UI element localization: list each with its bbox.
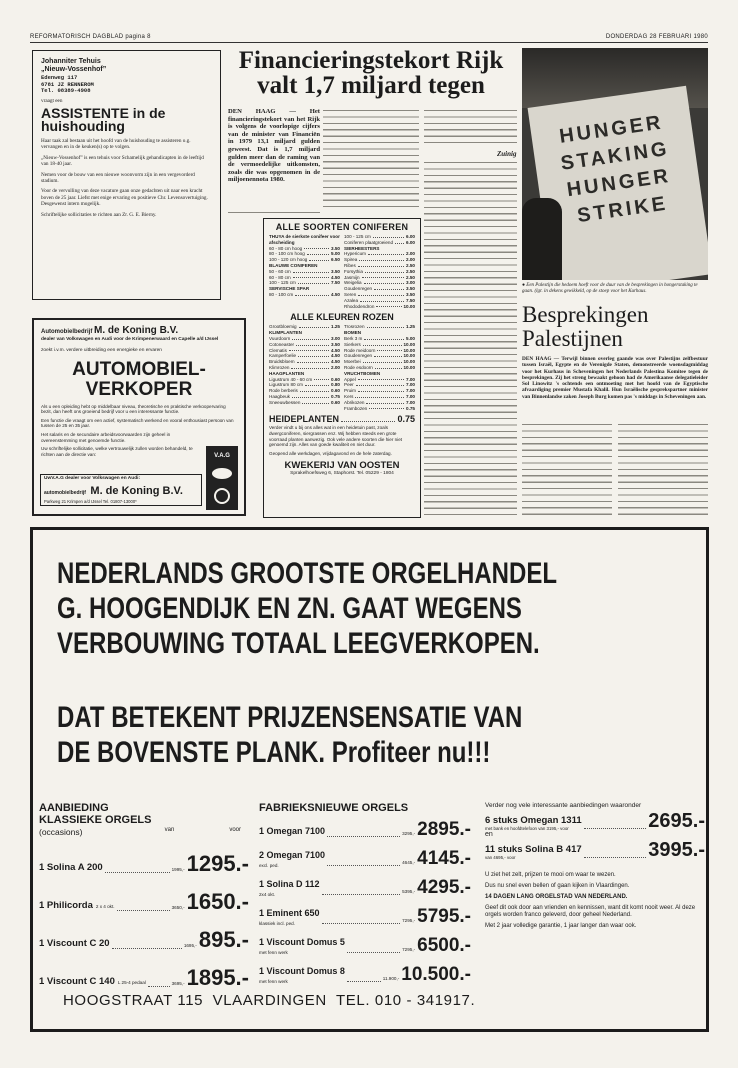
- dot-leader: [363, 342, 402, 346]
- col1-sub-row: (occasions) van voor: [39, 827, 241, 837]
- price-item-price: 10.00: [403, 359, 415, 365]
- price-item-price: 3.50: [331, 341, 340, 347]
- price-item-name: VRUCHTBOMEN: [344, 370, 381, 376]
- price-item-price: 2.00: [331, 364, 340, 370]
- price-item-price: 5.00: [406, 335, 415, 341]
- orgel-item-old-price: 3695,-: [171, 981, 185, 986]
- price-item-price: 7.50: [331, 280, 340, 286]
- dot-leader: [148, 986, 170, 987]
- article-headline: Financieringstekort Rijk valt 1,7 miljard tegen: [238, 47, 504, 99]
- dot-leader: [375, 365, 402, 369]
- dot-leader: [364, 336, 404, 340]
- dot-leader: [105, 872, 170, 873]
- orgel-item-price: 1650.-: [186, 889, 249, 914]
- photo-caption: ● Een Palestijn die hedoem hoeft voor de duur van de besprekingen in hongerstaking te gaan. (lgr. in dekens gewikkeld, op de stoep voor het Kurhaus.: [522, 283, 698, 294]
- dot-leader: [359, 257, 404, 261]
- price-item-price: 7.00: [406, 376, 415, 382]
- price-item-name: Sierkers: [344, 341, 361, 347]
- dot-leader: [358, 388, 404, 392]
- dot-leader: [360, 298, 404, 302]
- orgel-item-name: 1 Viscount Domus 8: [259, 966, 345, 976]
- col3-item: [485, 840, 705, 860]
- orgel-item-price: 2895.-: [417, 819, 471, 840]
- orgel-col3: [485, 802, 705, 930]
- orgel-item-note: 2 x 4 okt.: [95, 904, 115, 909]
- dot-leader: [117, 910, 170, 911]
- col1-items: [39, 853, 249, 989]
- price-item-name: Rode meidoorn: [344, 347, 376, 353]
- dot-leader: [358, 263, 404, 267]
- vw-logo-icon: [214, 488, 230, 504]
- price-item-name: Appel: [344, 376, 356, 382]
- price-item-name: Grootbloemig: [269, 324, 297, 330]
- heideplanten-row: HEIDEPLANTEN 0.75: [269, 414, 415, 425]
- price-item-price: 7.00: [406, 382, 415, 388]
- price-item-name: 80 - 100 cm: [269, 291, 294, 297]
- orgel-item: [39, 929, 249, 951]
- tehuis-ask: vraagt een: [41, 97, 63, 104]
- heideplanten-text2: Geopend alle werkdagen, vrijdagavond en de hele zaterdag.: [269, 450, 392, 456]
- col3-t1: U ziet het zelt, prijzen te mooi om waar te wezen.: [485, 872, 616, 878]
- coniferen-title: ALLE SOORTEN CONIFEREN: [275, 222, 409, 232]
- orgel-item: [39, 891, 249, 913]
- price-item-name: Weigelia: [344, 280, 362, 286]
- orgel-item: [39, 853, 249, 875]
- orgel-item-price: 1295.-: [186, 851, 249, 876]
- price-item-price: 4.50: [331, 274, 340, 280]
- price-row: [269, 234, 340, 246]
- palestijnen-text-col2: [618, 422, 708, 520]
- dot-leader: [298, 353, 329, 357]
- price-item-price: 10.00: [403, 303, 415, 309]
- price-item-name: Klimrozen: [269, 364, 290, 370]
- orgel-item: [259, 874, 471, 897]
- price-item-price: 3.50: [331, 245, 340, 251]
- col3-t3: 14 DAGEN LANG ORGELSTAD VAN NEDERLAND.: [485, 894, 628, 900]
- dot-leader: [377, 348, 401, 352]
- orgel-item-price: 895.-: [198, 927, 249, 952]
- price-item-name: Peer: [344, 382, 354, 388]
- price-item-price: 0.75: [331, 393, 340, 399]
- price-item-name: 60 - 80 cm: [269, 274, 291, 280]
- price-item-name: Ligustrum 80 cm: [269, 382, 303, 388]
- dot-leader: [307, 251, 329, 255]
- col1-title2: KLASSIEKE ORGELS: [39, 814, 152, 826]
- price-item-name: Seren: [344, 291, 357, 297]
- price-item-name: BLAUWE CONIFEREN: [269, 262, 318, 268]
- dot-leader: [309, 257, 329, 261]
- orgel-item-note: excl. ped.: [259, 863, 279, 868]
- dot-leader: [322, 923, 401, 924]
- dot-leader: [365, 269, 404, 273]
- photo-figure: [522, 198, 562, 280]
- tehuis-address: Edenweg 117 6781 JZ RENNEROM Tel. 08389-4908: [41, 74, 94, 94]
- coniferen-col2: [344, 234, 415, 309]
- price-item-price: 6.00: [406, 234, 415, 239]
- price-item-name: Vuurdoorn: [269, 335, 291, 341]
- orgel-item-note: met fenn werk: [259, 950, 288, 955]
- price-item-price: 2.50: [406, 274, 415, 280]
- price-item-name: 80 - 100 cm hoog: [269, 251, 305, 257]
- koning-bottom-address: Parkweg 21 Krimpen a/d IJssel Tel. 01807-13000*: [44, 499, 137, 504]
- orgel-item: [259, 903, 471, 926]
- orgel-item-price: 6500.-: [417, 935, 471, 956]
- orgel-item: [259, 961, 471, 984]
- palestijnen-text-col1: [522, 422, 612, 520]
- header-rule: [30, 42, 708, 43]
- price-item-name: Rode berberis: [269, 388, 298, 394]
- price-item-price: 3.50: [406, 291, 415, 297]
- dot-leader: [358, 377, 404, 381]
- dot-leader: [369, 406, 404, 410]
- price-item-price: 0.60: [331, 388, 340, 394]
- koning-dealer: dealer van Volkswagen en Audi voor de Krimpenerwaard en Capelle a/d IJssel: [41, 337, 219, 342]
- audi-logo-icon: [212, 468, 232, 479]
- dot-leader: [395, 240, 404, 244]
- koning-p4: Uw schriftelijke sollicitatie, welke vertrouwelijk zullen worden behandeld, te richten aan de directie van:: [41, 446, 193, 457]
- orgel-item: [259, 820, 471, 839]
- price-item-name: Sneeuwbessen: [269, 399, 301, 405]
- price-item-name: Frambozen: [344, 405, 368, 411]
- price-item-price: 1.25: [406, 324, 415, 330]
- col3-item-note: van 4695,- voor: [485, 855, 516, 860]
- dot-leader: [327, 836, 400, 837]
- orgel-item-price: 4145.-: [417, 848, 471, 869]
- tehuis-name: Johanniter Tehuis „Nieuw-Vossenhof”: [41, 58, 107, 73]
- koning-p1: Als u een opleiding hebt op middelbaar niveau, theoretische en praktische verkoopervaring bezit, dan heeft ons groeiend bedrijf voor u een interessante functie.: [41, 403, 226, 415]
- koning-p2: Een functie die vraagt om een actief, systematisch werkend en vooral enthousiast persoon van tussen de 25 en 35 jaar.: [41, 417, 234, 429]
- col3-item-price: 2695.-: [648, 810, 705, 832]
- tehuis-p1: Haar taak zal bestaan uit het hoofd van de huishouding te assisteren o.g. vervangen en in de keuken(s) op te volgen.: [41, 137, 191, 151]
- price-item-name: Coniferen plaatgroeiend: [344, 239, 394, 245]
- article-text-col3a: [424, 108, 517, 148]
- koning-ad: [32, 318, 246, 516]
- rozen-col2: [344, 324, 415, 411]
- tehuis-p4: Voor de vervulling van deze vacature gaan onze gedachten uit naar een kracht boven de 25 jaar. Liefst met enige ervaring en positieve Chr. Levensovertuiging. Desgewenst intern mogelijk.: [41, 188, 208, 208]
- dot-leader: [374, 353, 401, 357]
- dot-leader: [347, 981, 381, 982]
- orgel-item-note: 2x4 okt.: [259, 892, 276, 897]
- dot-leader: [300, 388, 329, 392]
- dot-leader: [292, 394, 329, 398]
- dot-leader: [363, 359, 402, 363]
- kwekerij-name: KWEKERIJ VAN OOSTEN: [284, 460, 400, 472]
- koning-p3: Het salaris en de secundaire arbeidsvoorwaarden zijn geheel in overeenstemming met genoemde functie.: [41, 431, 171, 443]
- orgel-item-name: 1 Viscount Domus 5: [259, 937, 345, 947]
- price-item-price: 0.75: [406, 405, 415, 411]
- dot-leader: [374, 286, 404, 290]
- coniferen-col1: [269, 234, 340, 309]
- dot-leader: [291, 365, 329, 369]
- price-item-name: 100 - 125 cm: [344, 234, 371, 239]
- article-lead: DEN HAAG — Het financieringstekort van het Rijk is volgens de voorlopige cijfers van de minister van Financiën in 1979 13,1 miljard gulden geweest. Dat is 1,7 miljard gulden meer dan de raming van de vermoedelijke uitkomsten, zoals die was opgenomen in de miljoenennota 1980.: [228, 108, 320, 184]
- price-item-price: 7.50: [406, 297, 415, 303]
- price-item-name: SIERHEESTERS: [344, 245, 380, 251]
- price-item-name: SERVISCHE SPAR: [269, 286, 310, 292]
- price-row: [344, 304, 415, 310]
- price-item-name: Kamperfoelie: [269, 353, 297, 359]
- price-item-name: Goudenregen: [344, 353, 373, 359]
- orgel-item-old-price: 7295,-: [402, 918, 416, 923]
- sign-line4: STRIKE: [575, 192, 670, 228]
- kwekerij-ad: [263, 218, 421, 518]
- col3-t5: Met 2 jaar volledige garantie, 1 jaar langer dan waar ook.: [485, 923, 637, 929]
- orgel-item-name: 1 Philicorda: [39, 900, 93, 911]
- dot-leader: [292, 336, 329, 340]
- page-header-left: REFORMATORISCH DAGBLAD pagina 8: [30, 34, 151, 40]
- price-item-price: 4.50: [331, 291, 340, 297]
- price-item-price: 0.80: [331, 382, 340, 388]
- koning-title: AUTOMOBIEL-VERKOPER: [72, 358, 206, 400]
- dot-leader: [289, 348, 329, 352]
- price-item-name: Goudenregen: [344, 286, 373, 292]
- price-item-name: Ribes: [344, 262, 356, 268]
- orgel-item-old-price: 3650,-: [171, 905, 185, 910]
- vag-logo-block: [206, 446, 238, 510]
- price-item-name: Hypericum: [344, 251, 366, 257]
- sign-line1: HUNGER: [558, 111, 665, 148]
- price-item-price: 4.50: [331, 347, 340, 353]
- price-item-price: 0.60: [331, 376, 340, 382]
- price-item-name: Azalea: [344, 297, 359, 303]
- col3-t2: Dus nu snel even bellen of gaan kijken in Vlaardingen.: [485, 883, 630, 889]
- col3-en: en: [485, 831, 493, 838]
- dot-leader: [347, 952, 400, 953]
- orgel-col1: [39, 802, 249, 989]
- price-item-price: 2.00: [406, 251, 415, 257]
- orgel-item: [39, 967, 249, 989]
- price-item-name: Bruidsbloem: [269, 359, 295, 365]
- dot-leader: [367, 324, 405, 328]
- price-item-price: 6.50: [331, 257, 340, 263]
- orgel-line2: G. HOOGENDIJK EN ZN. GAAT WEGENS: [57, 592, 522, 625]
- dot-leader: [298, 280, 329, 284]
- orgel-line3: VERBOUWING TOTAAL LEEGVERKOPEN.: [57, 627, 540, 660]
- palestijnen-headline: Besprekingen Palestijnen: [522, 302, 649, 351]
- price-item-name: 50 - 60 cm: [269, 268, 291, 274]
- price-row: [269, 292, 340, 298]
- price-item-name: 100 - 120 cm hoog: [269, 257, 308, 263]
- price-item-price: 7.00: [406, 393, 415, 399]
- dot-leader: [368, 251, 404, 255]
- dot-leader: [295, 292, 329, 296]
- dot-leader: [297, 359, 330, 363]
- orgel-item-old-price: 7295,-: [402, 947, 416, 952]
- price-item-price: 5.00: [331, 251, 340, 257]
- price-item-price: 3.00: [331, 335, 340, 341]
- price-item-price: 7.00: [406, 388, 415, 394]
- orgel-col2: [259, 802, 471, 984]
- price-item-price: 10.00: [403, 353, 415, 359]
- sign-line2: STAKING: [559, 137, 671, 175]
- price-item-name: Cotoneaster: [269, 341, 295, 347]
- sign-line3: HUNGER: [565, 164, 673, 202]
- col3-item-name: 11 stuks Solina B 417: [485, 844, 582, 855]
- orgel-item-price: 1895.-: [186, 965, 249, 990]
- price-item-price: 10.00: [403, 341, 415, 347]
- tehuis-ad: [32, 50, 221, 300]
- price-item-price: 10.00: [403, 364, 415, 370]
- price-row: [344, 406, 415, 412]
- dot-leader: [305, 382, 329, 386]
- dot-leader: [293, 269, 329, 273]
- dot-leader: [112, 948, 182, 949]
- article-text-col2: [323, 108, 419, 208]
- orgel-slogan-block2: [57, 700, 639, 770]
- price-item-name: Trosrozen: [344, 324, 365, 330]
- kwekerij-address: Sprakelhoefsweg 6, Staphorst. Tel. 05229 - 1804: [290, 471, 394, 477]
- orgel-item-price: 4295.-: [417, 877, 471, 898]
- orgel-item-price: 5795.-: [417, 906, 471, 927]
- dot-leader: [366, 400, 404, 404]
- orgel-item-name: 1 Solina D 112: [259, 879, 320, 889]
- price-item-name: Clematis: [269, 347, 287, 353]
- orgel-item-old-price: 3295,-: [402, 831, 416, 836]
- koning-seek: zoekt i.v.m. verdere uitbreiding een energieke en ervaren: [41, 347, 162, 353]
- price-item-name: Abrikozen: [344, 399, 365, 405]
- col3-t4: Geef dit ook door aan vrienden en kennissen, want dit komt nooit weer. Al deze orgels worden franco geleverd, door geheel Nederland.: [485, 905, 696, 918]
- price-item-price: 4.50: [331, 353, 340, 359]
- price-item-name: Jasmijn: [344, 274, 360, 280]
- dot-leader: [358, 292, 404, 296]
- tehuis-title: ASSISTENTE in de huishouding: [41, 104, 166, 134]
- col3-item-note: met bank en hoofdtelefoon van 3195,- voor: [485, 826, 569, 831]
- orgel-item-name: 1 Viscount C 20: [39, 938, 110, 949]
- price-item-price: 2.50: [406, 268, 415, 274]
- price-item-price: 6.00: [406, 239, 415, 245]
- article-text-col1: [228, 210, 320, 216]
- orgel-address: HOOGSTRAAT 115 VLAARDINGEN TEL. 010 - 341917.: [63, 992, 476, 1009]
- price-item-name: Rhododendron: [344, 303, 375, 309]
- col3-item-price: 3995.-: [648, 839, 705, 861]
- price-item-name: Rode esdoorn: [344, 364, 373, 370]
- price-item-name: Berk 3 m: [344, 335, 363, 341]
- orgel-line5: DE BOVENSTE PLANK. Profiteer nu!!!: [57, 736, 491, 769]
- orgel-item-old-price: 5395,-: [402, 889, 416, 894]
- orgel-item: [259, 932, 471, 955]
- koning-bottom: [40, 474, 202, 506]
- heideplanten-text1: Verder vindt u bij ons alles wat in een heidetuin past, zoals dwergconiferen, siergrassen enz. Wij hebben steeds een grote voorraad planten aanwezig. Ook vele andere soorten die hier niet genoemd zijn. Alles van goede kwaliteit en niet duur.: [269, 425, 403, 448]
- dot-leader: [296, 342, 329, 346]
- orgel-item-note: met fenn werk: [259, 979, 288, 984]
- dot-leader: [304, 246, 329, 250]
- price-item-name: Pruim: [344, 388, 356, 394]
- orgel-item-note: L 25-4 pedaal: [117, 980, 146, 985]
- price-row: [269, 400, 340, 406]
- price-item-price: 2.50: [406, 262, 415, 268]
- article-text-col3b: [424, 160, 517, 520]
- dot-leader: [327, 865, 400, 866]
- col3-item-name: 6 stuks Omegan 1311: [485, 815, 582, 826]
- price-item-name: BOMEN: [344, 330, 362, 336]
- price-item-name: 60 - 80 cm hoog: [269, 245, 303, 251]
- hunger-strike-photo: [522, 48, 708, 280]
- tehuis-p2: „Nieuw-Vossenhof” is een tehuis voor Schamelijk gehandicapten in de leeftijd van 18-40 jaar.: [41, 154, 204, 168]
- col1-title1: AANBIEDING: [39, 802, 109, 814]
- price-item-name: Forsythia: [344, 268, 363, 274]
- price-item-price: 3.50: [406, 286, 415, 292]
- orgel-line1: NEDERLANDS GROOTSTE ORGELHANDEL: [57, 557, 558, 590]
- orgel-item-name: 1 Viscount C 140: [39, 976, 115, 987]
- col2-title: FABRIEKSNIEUWE ORGELS: [259, 802, 409, 814]
- dot-leader: [299, 324, 329, 328]
- tehuis-p3: Nemen voor de bouw van een nieuwe woonvorm zijn in een vergevorderd stadium.: [41, 171, 195, 184]
- orgel-ad: [30, 527, 709, 1032]
- price-item-price: 3.50: [331, 268, 340, 274]
- price-item-name: THUYA de sierkste conifeer voor afscheiding: [269, 234, 340, 245]
- price-item-price: 7.00: [406, 399, 415, 405]
- rozen-col1: [269, 324, 340, 411]
- orgel-slogan-block1: [57, 556, 682, 661]
- koning-bottom-name: automobielbedrijf M. de Koning B.V.: [44, 485, 183, 497]
- price-item-price: 0.60: [331, 399, 340, 405]
- palestijnen-lead: DEN HAAG — Terwijl binnen overleg gaande was over Palestijns zelfbestuur tussen Israël, Egypte en de Verenigde Staten, demonstreerde woensdagmiddag voor het Kurhaus in Scheveningen het Nederlands Palestina Komitee tegen de besprekingen. Zij het streng bewaakt gehoon had de Amerikaanse delegatieleider Sol Linowitz 's ochtends een ontmoeting met het hoofd van de Egyptische afvaardiging premier Mustafa Khalil. Hun Israëlische gesprekspartner minister van Binnenlandse zaken Joseph Burg komen pas 's middags in Scheveningen aan.: [522, 356, 708, 400]
- orgel-item-note: klassiek incl. ped.: [259, 921, 296, 926]
- dot-leader: [314, 377, 329, 381]
- price-item-price: 10.00: [403, 347, 415, 353]
- orgel-item-old-price: 4645,-: [402, 860, 416, 865]
- col3-intro: Verder nog vele interessante aanbiedingen waaronder: [485, 802, 642, 809]
- price-item-name: Moerbei: [344, 359, 361, 365]
- article-subhead: Zuinig: [497, 150, 517, 158]
- price-item-price: 2.00: [406, 257, 415, 263]
- dot-leader: [322, 894, 401, 895]
- dot-leader: [584, 828, 647, 829]
- orgel-item: [259, 845, 471, 868]
- orgel-line4: DAT BETEKENT PRIJZENSENSATIE VAN: [57, 701, 523, 734]
- price-item-price: 4.50: [331, 359, 340, 365]
- price-item-name: 100 - 125 cm: [269, 280, 296, 286]
- dot-leader: [302, 400, 329, 404]
- dot-leader: [584, 857, 647, 858]
- price-item-name: Spirea: [344, 257, 358, 263]
- price-item-name: KLIMPLANTEN: [269, 330, 302, 336]
- orgel-item-name: 1 Omegan 7100: [259, 826, 326, 836]
- koning-firm: Automobielbedrijf M. de Koning B.V.: [41, 325, 179, 336]
- page-header-right: DONDERDAG 28 FEBRUARI 1980: [605, 34, 708, 40]
- orgel-item-price: 10.500.-: [401, 964, 471, 985]
- price-item-name: Ligustrum 40 - 60 cm: [269, 376, 313, 382]
- dot-leader: [355, 394, 404, 398]
- col3-item: [485, 811, 705, 831]
- dot-leader: [362, 275, 404, 279]
- koning-bottom-line1: UwV.A.G dealer voor Volkswagen en Audi:: [44, 476, 141, 481]
- dot-leader: [376, 304, 401, 308]
- price-item-price: 1.25: [331, 324, 340, 330]
- dot-leader: [356, 382, 404, 386]
- orgel-item-name: 2 Omegan 7100: [259, 850, 326, 860]
- price-item-price: 3.00: [406, 280, 415, 286]
- dot-leader: [364, 280, 405, 284]
- orgel-item-old-price: 11.900,-: [382, 976, 400, 981]
- orgel-item-name: 1 Eminent 650: [259, 908, 320, 918]
- dot-leader: [373, 234, 404, 238]
- col2-items: [259, 820, 471, 984]
- orgel-item-old-price: 1695,-: [183, 943, 197, 948]
- price-item-name: Kers: [344, 393, 354, 399]
- price-item-name: Haagbeuk: [269, 393, 290, 399]
- price-item-name: HAAGPLANTEN: [269, 370, 305, 376]
- vag-logo: V.A.G: [214, 452, 230, 459]
- orgel-item-old-price: 1995,-: [171, 867, 185, 872]
- col3-items: [485, 811, 705, 860]
- dot-leader: [293, 275, 329, 279]
- tehuis-p5: Schriftelijke sollicitaties te richten aan Zr. G. E. Bierny.: [41, 211, 157, 218]
- rozen-title: ALLE KLEUREN ROZEN: [290, 312, 394, 323]
- orgel-item-name: 1 Solina A 200: [39, 862, 103, 873]
